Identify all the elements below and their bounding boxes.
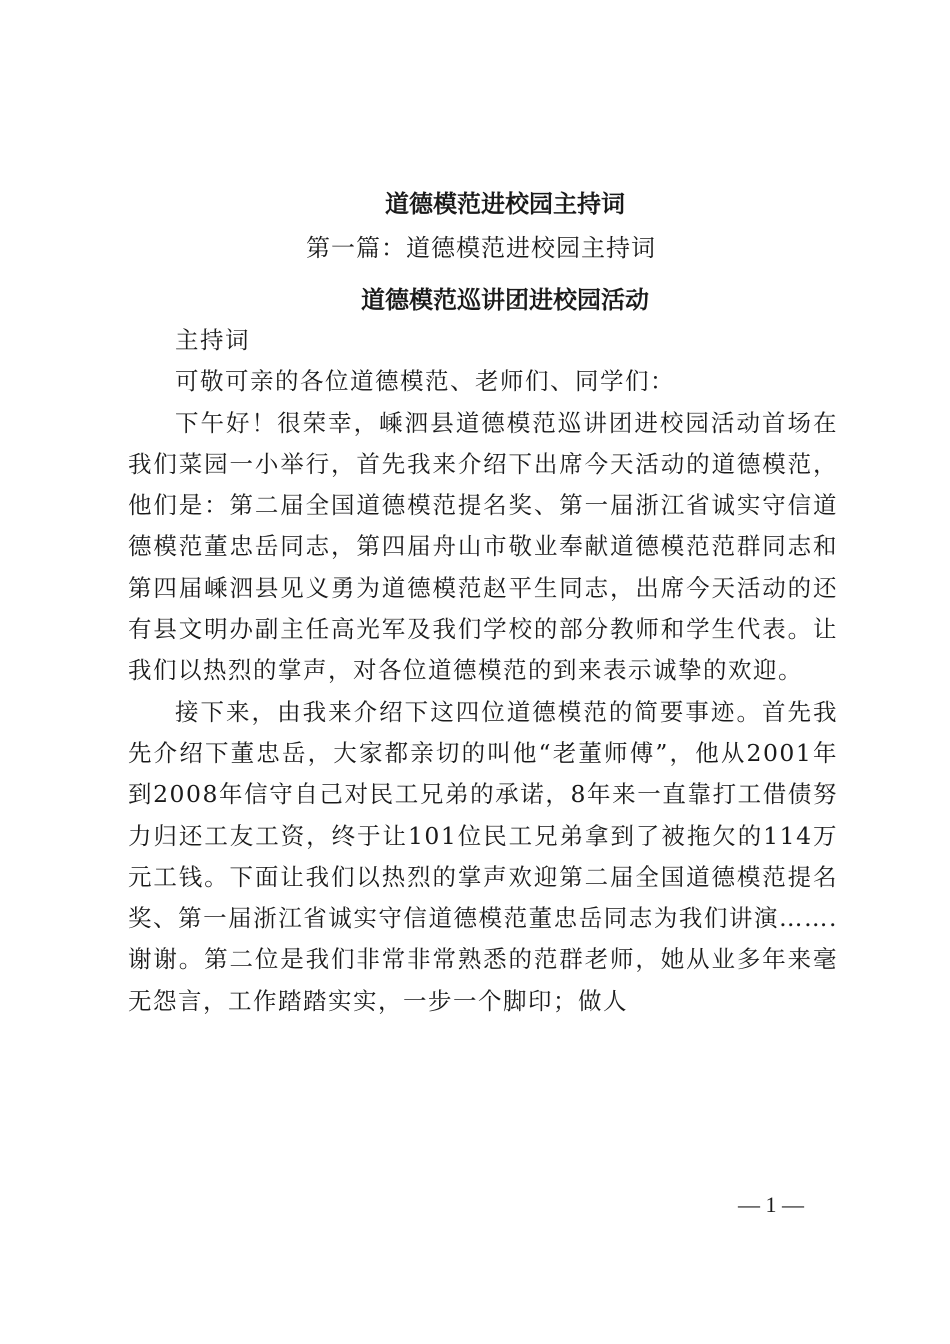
document-heading: 道德模范巡讲团进校园活动 (361, 285, 649, 314)
paragraph-salutation: 可敬可亲的各位道德模范、老师们、同学们： (175, 367, 675, 396)
paragraph-label: 主持词 (175, 326, 250, 354)
document-title: 道德模范进校园主持词 (385, 189, 625, 218)
page-number: — 1 — (738, 1192, 804, 1217)
document-subtitle: 第一篇：道德模范进校园主持词 (306, 234, 656, 262)
paragraph-introduction: 接下来，由我来介绍下这四位道德模范的简要事迹。首先我先介绍下董忠岳，大家都亲切的叫他“老董师傅”，他从2001年到2008年信守自己对民工兄弟的承诺，8年来一直靠打工借债努力归还工友工资，终于让101位民工兄弟拿到了被拖欠的114万元工钱。下面让我们以热烈的掌声欢迎第二届全国道德模范提名奖、第一届浙江省诚实守信道德模范董忠岳同志为我们讲演…….谢谢。第二位是我们非常非常熟悉的范群老师，她从业多年来毫无怨言，工作踏踏实实，一步一个脚印；做人 (128, 697, 838, 1015)
document-body (128, 320, 838, 1022)
paragraph-welcome: 下午好！很荣幸，嵊泗县道德模范巡讲团进校园活动首场在我们菜园一小举行，首先我来介绍下出席今天活动的道德模范，他们是：第二届全国道德模范提名奖、第一届浙江省诚实守信道德模范董忠岳同志，第四届舟山市敬业奉献道德模范范群同志和第四届嵊泗县见义勇为道德模范赵平生同志，出席今天活动的还有县文明办副主任高光军及我们学校的部分教师和学生代表。让我们以热烈的掌声，对各位道德模范的到来表示诚挚的欢迎。 (128, 408, 838, 685)
